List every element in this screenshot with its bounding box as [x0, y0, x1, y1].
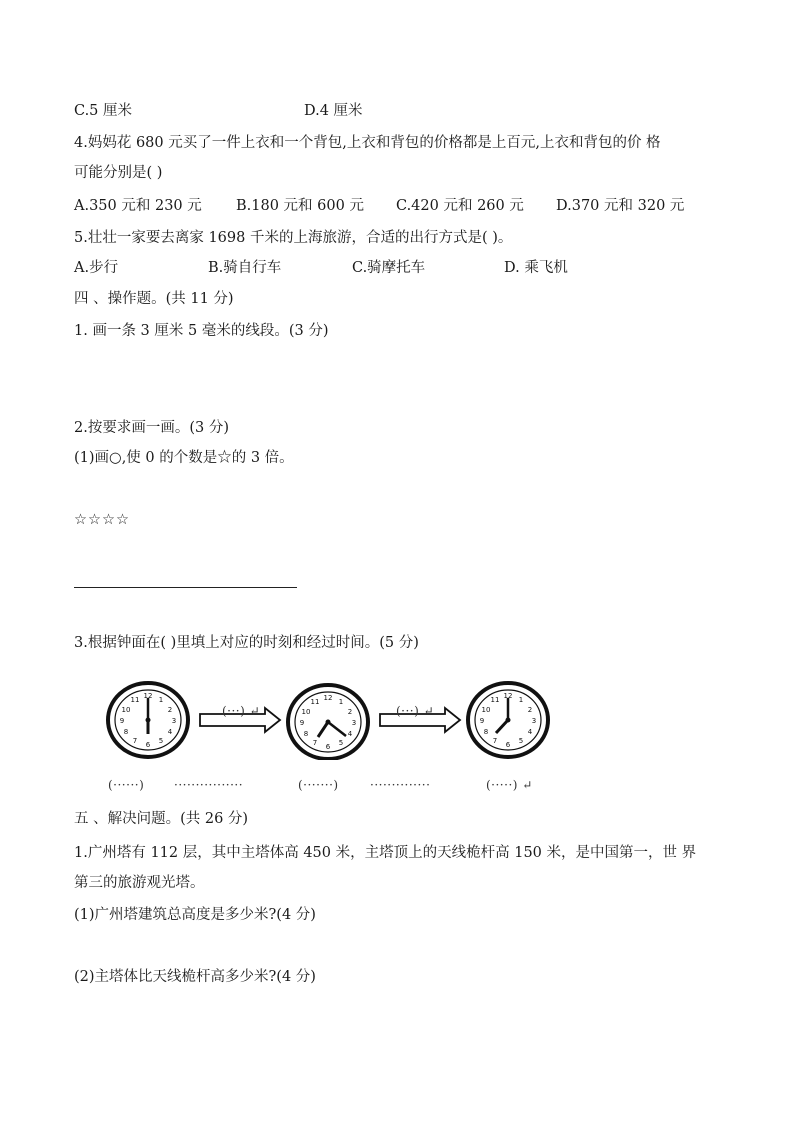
svg-text:9: 9 [299, 719, 305, 727]
svg-text:7: 7 [132, 737, 138, 745]
svg-text:9: 9 [119, 717, 125, 725]
option-b: B.骑自行车 [208, 260, 282, 276]
section-5-question-1-line2: 第三的旅游观光塔。 [74, 875, 205, 891]
svg-text:9: 9 [479, 717, 485, 725]
time-answer-2: (·······) [298, 778, 339, 792]
svg-text:10: 10 [301, 708, 311, 716]
answer-line [74, 587, 297, 588]
svg-text:10: 10 [481, 706, 491, 714]
option-a: A.350 元和 230 元 [74, 198, 202, 214]
stars-row: ☆☆☆☆ [74, 512, 130, 528]
svg-text:5: 5 [158, 737, 164, 745]
svg-text:2: 2 [167, 706, 173, 714]
svg-text:3: 3 [531, 717, 537, 725]
section-4-heading: 四 、操作题。(共 11 分) [74, 291, 234, 307]
svg-text:8: 8 [123, 728, 129, 736]
svg-text:3: 3 [171, 717, 177, 725]
time-answer-1: (······) [108, 778, 145, 792]
time-blank-1: (···) ↵ [222, 704, 261, 718]
option-d: D. 乘飞机 [504, 260, 568, 276]
svg-text:11: 11 [310, 698, 320, 706]
svg-text:7: 7 [312, 739, 318, 747]
svg-text:12: 12 [503, 692, 513, 700]
svg-text:1: 1 [158, 696, 164, 704]
time-answer-3: (·····) ↵ [486, 778, 533, 792]
question-5-stem: 5.壮壮一家要去离家 1698 千米的上海旅游，合适的出行方式是( )。 [74, 230, 513, 246]
svg-text:4: 4 [347, 730, 353, 738]
svg-text:6: 6 [145, 741, 151, 749]
option-a: A.步行 [74, 260, 119, 276]
option-d: D.4 厘米 [304, 103, 363, 119]
question-4-stem-line2: 可能分别是( ) [74, 165, 163, 181]
section-4-question-2-sub: (1)画○,使 0 的个数是☆的 3 倍。 [74, 450, 294, 466]
option-c: C.420 元和 260 元 [396, 198, 524, 214]
svg-text:11: 11 [490, 696, 500, 704]
svg-text:3: 3 [351, 719, 357, 727]
section-4-question-2: 2.按要求画一画。(3 分) [74, 420, 229, 436]
svg-text:6: 6 [505, 741, 511, 749]
clock-3 [468, 683, 548, 757]
section-5-question-1-sub2: (2)主塔体比天线桅杆高多少米?(4 分) [74, 969, 316, 985]
section-5-question-1-line1: 1.广州塔有 112 层，其中主塔体高 450 米，主塔顶上的天线桅杆高 150 米，是中国第一，世 界 [74, 845, 697, 861]
svg-text:11: 11 [130, 696, 140, 704]
svg-text:12: 12 [143, 692, 153, 700]
svg-text:12: 12 [323, 694, 333, 702]
section-5-question-1-sub1: (1)广州塔建筑总高度是多少米?(4 分) [74, 907, 316, 923]
svg-text:5: 5 [518, 737, 524, 745]
svg-text:5: 5 [338, 739, 344, 747]
svg-text:8: 8 [303, 730, 309, 738]
svg-text:7: 7 [492, 737, 498, 745]
svg-text:1: 1 [338, 698, 344, 706]
svg-text:8: 8 [483, 728, 489, 736]
clock-1 [108, 683, 188, 757]
svg-text:1: 1 [518, 696, 524, 704]
time-blank-2: (···) ↵ [396, 704, 435, 718]
svg-text:2: 2 [347, 708, 353, 716]
option-b: B.180 元和 600 元 [236, 198, 364, 214]
option-d: D.370 元和 320 元 [556, 198, 685, 214]
svg-text:6: 6 [325, 743, 331, 751]
section-4-question-1: 1. 画一条 3 厘米 5 毫米的线段。(3 分) [74, 323, 329, 339]
option-c: C.骑摩托车 [352, 260, 426, 276]
section-4-question-3: 3.根据钟面在( )里填上对应的时刻和经过时间。(5 分) [74, 635, 419, 651]
section-5-heading: 五 、解决问题。(共 26 分) [74, 811, 249, 827]
svg-text:2: 2 [527, 706, 533, 714]
svg-text:4: 4 [527, 728, 533, 736]
option-c: C.5 厘米 [74, 103, 133, 119]
elapsed-dots-2: ·············· [370, 778, 431, 792]
svg-text:10: 10 [121, 706, 131, 714]
svg-text:4: 4 [167, 728, 173, 736]
question-4-stem-line1: 4.妈妈花 680 元买了一件上衣和一个背包,上衣和背包的价格都是上百元,上衣和背包的价 格 [74, 135, 661, 151]
elapsed-dots-1: ················ [174, 778, 244, 792]
clock-2 [288, 685, 368, 759]
